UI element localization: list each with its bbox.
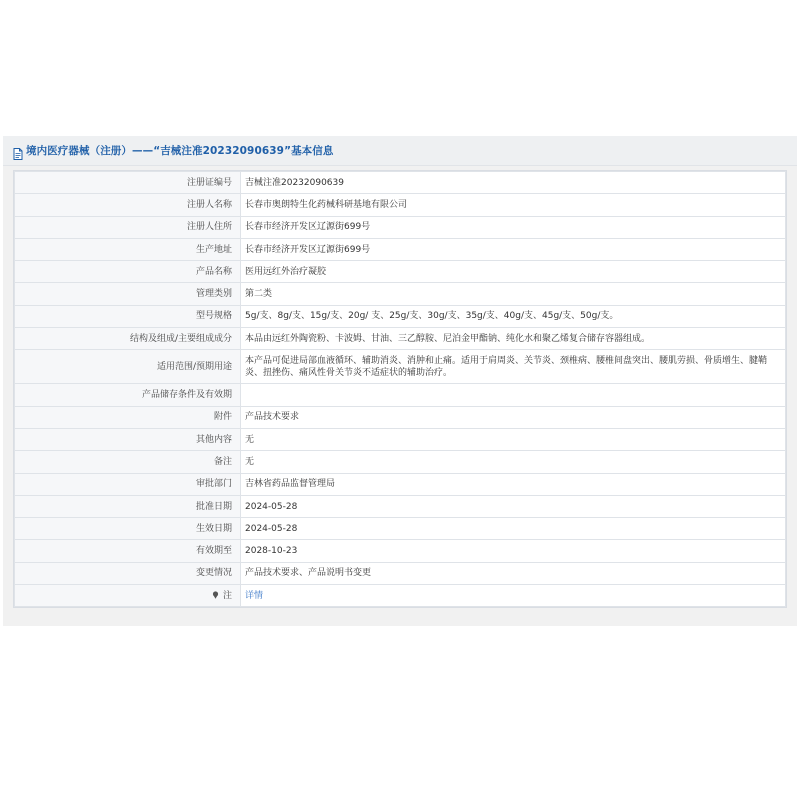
row-label: 有效期至	[15, 540, 241, 562]
remark-label-cell	[15, 585, 241, 607]
table-row	[15, 283, 786, 305]
row-label: 注册人名称	[15, 194, 241, 216]
row-value: 长春市奥朗特生化药械科研基地有限公司	[241, 194, 786, 216]
panel-header	[3, 136, 797, 166]
row-value: 2028-10-23	[241, 540, 786, 562]
row-value: 吉林省药品监督管理局	[241, 473, 786, 495]
table-row	[15, 562, 786, 584]
row-label: 注册人住所	[15, 216, 241, 238]
row-value: 无	[241, 451, 786, 473]
row-label: 管理类别	[15, 283, 241, 305]
row-label: 生效日期	[15, 518, 241, 540]
remark-label: 注	[222, 590, 232, 601]
row-label: 型号规格	[15, 305, 241, 327]
table-row	[15, 473, 786, 495]
table-row	[15, 328, 786, 350]
row-label: 备注	[15, 451, 241, 473]
row-value: 本产品可促进局部血液循环、辅助消炎、消肿和止痛。适用于肩周炎、关节炎、颈椎病、腰椎间盘突出、腰肌劳损、骨质增生、腱鞘炎、扭挫伤、痛风性骨关节炎不适症状的辅助治疗。	[241, 350, 786, 384]
registration-info-panel	[3, 136, 797, 626]
row-label: 其他内容	[15, 428, 241, 450]
row-value	[241, 384, 786, 406]
table-row	[15, 238, 786, 260]
pin-icon	[212, 591, 222, 600]
row-value: 医用远红外治疗凝胶	[241, 261, 786, 283]
row-value: 2024-05-28	[241, 495, 786, 517]
row-label: 审批部门	[15, 473, 241, 495]
row-label: 适用范围/预期用途	[15, 350, 241, 384]
table-row	[15, 261, 786, 283]
row-label: 注册证编号	[15, 172, 241, 194]
info-table	[13, 170, 787, 608]
document-icon	[13, 145, 23, 157]
table-row	[15, 518, 786, 540]
table-row	[15, 428, 786, 450]
row-value: 产品技术要求	[241, 406, 786, 428]
row-label: 变更情况	[15, 562, 241, 584]
details-link[interactable]: 详情	[245, 590, 264, 601]
row-label: 生产地址	[15, 238, 241, 260]
table-row	[15, 216, 786, 238]
page-title: 境内医疗器械（注册）——“吉械注准20232090639”基本信息	[26, 145, 334, 157]
table-row	[15, 384, 786, 406]
row-value: 无	[241, 428, 786, 450]
remark-value-cell	[241, 585, 786, 607]
table-row	[15, 406, 786, 428]
row-value: 产品技术要求、产品说明书变更	[241, 562, 786, 584]
row-value: 第二类	[241, 283, 786, 305]
table-row	[15, 194, 786, 216]
row-value: 5g/支、8g/支、15g/支、20g/ 支、25g/支、30g/支、35g/支、40g/支、45g/支、50g/支。	[241, 305, 786, 327]
table-row	[15, 495, 786, 517]
table-row	[15, 305, 786, 327]
row-value: 本品由远红外陶瓷粉、卡波姆、甘油、三乙醇胺、尼泊金甲酯钠、纯化水和聚乙烯复合储存容器组成。	[241, 328, 786, 350]
row-value: 2024-05-28	[241, 518, 786, 540]
table-row	[15, 451, 786, 473]
row-value: 长春市经济开发区辽源街699号	[241, 216, 786, 238]
row-value: 长春市经济开发区辽源街699号	[241, 238, 786, 260]
row-label: 产品名称	[15, 261, 241, 283]
row-label: 结构及组成/主要组成成分	[15, 328, 241, 350]
table-row	[15, 172, 786, 194]
row-label: 附件	[15, 406, 241, 428]
table-row	[15, 540, 786, 562]
remark-row	[15, 585, 786, 607]
row-label: 产品储存条件及有效期	[15, 384, 241, 406]
table-row	[15, 350, 786, 384]
row-value: 吉械注准20232090639	[241, 172, 786, 194]
row-label: 批准日期	[15, 495, 241, 517]
